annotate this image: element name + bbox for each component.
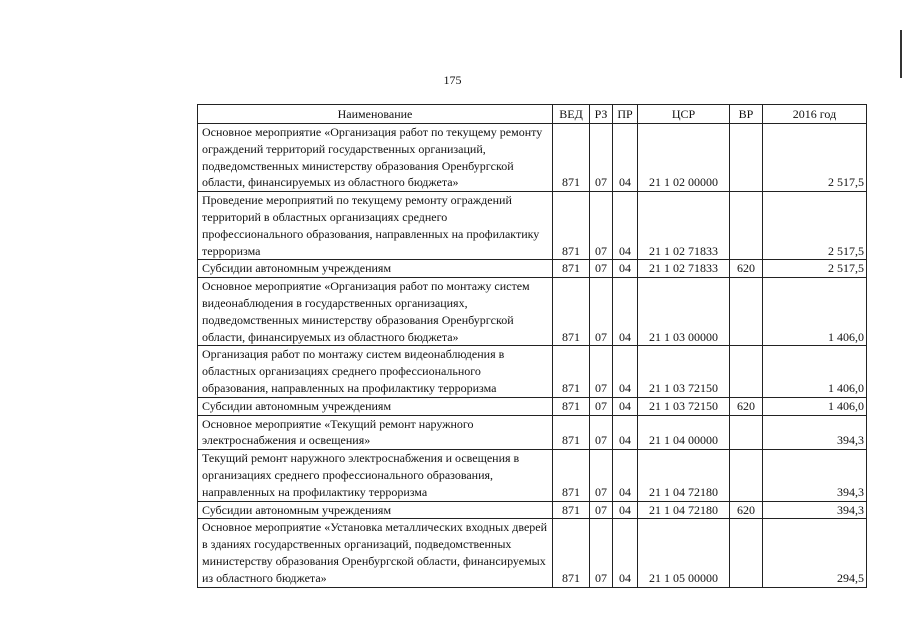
cell-ved: 871 bbox=[553, 397, 590, 415]
cell-rz: 07 bbox=[590, 260, 613, 278]
table-row bbox=[198, 415, 867, 450]
cell-sum: 394,3 bbox=[763, 501, 867, 519]
cell-name: Субсидии автономным учреждениям bbox=[198, 501, 553, 519]
cell-pr: 04 bbox=[613, 278, 638, 346]
cell-vr bbox=[730, 346, 763, 397]
cell-ved: 871 bbox=[553, 124, 590, 192]
table-header-row bbox=[198, 105, 867, 124]
cell-csr: 21 1 05 00000 bbox=[638, 519, 730, 587]
cell-vr bbox=[730, 278, 763, 346]
cell-pr: 04 bbox=[613, 192, 638, 260]
cell-pr: 04 bbox=[613, 346, 638, 397]
table-row bbox=[198, 501, 867, 519]
header-pr: ПР bbox=[613, 105, 638, 124]
cell-rz: 07 bbox=[590, 278, 613, 346]
cell-sum: 1 406,0 bbox=[763, 346, 867, 397]
cell-rz: 07 bbox=[590, 192, 613, 260]
cell-sum: 2 517,5 bbox=[763, 192, 867, 260]
cell-sum: 2 517,5 bbox=[763, 260, 867, 278]
table-row bbox=[198, 450, 867, 501]
cell-csr: 21 1 04 72180 bbox=[638, 450, 730, 501]
cell-vr bbox=[730, 415, 763, 450]
cell-vr bbox=[730, 192, 763, 260]
header-vr: ВР bbox=[730, 105, 763, 124]
cell-ved: 871 bbox=[553, 346, 590, 397]
cell-sum: 394,3 bbox=[763, 415, 867, 450]
cell-rz: 07 bbox=[590, 501, 613, 519]
cell-ved: 871 bbox=[553, 450, 590, 501]
cell-name: Субсидии автономным учреждениям bbox=[198, 260, 553, 278]
cell-vr bbox=[730, 450, 763, 501]
header-year: 2016 год bbox=[763, 105, 867, 124]
cell-sum: 394,3 bbox=[763, 450, 867, 501]
cell-pr: 04 bbox=[613, 450, 638, 501]
cell-csr: 21 1 03 00000 bbox=[638, 278, 730, 346]
cell-rz: 07 bbox=[590, 124, 613, 192]
cell-ved: 871 bbox=[553, 415, 590, 450]
cell-rz: 07 bbox=[590, 415, 613, 450]
cell-name: Основное мероприятие «Организация работ по текущему ремонту ограждений территорий государственных организаций, подведомственных министерству образования Оренбургской области, финансируемых из областного бюджета» bbox=[198, 124, 553, 192]
budget-table bbox=[197, 104, 867, 588]
cell-csr: 21 1 04 00000 bbox=[638, 415, 730, 450]
cell-ved: 871 bbox=[553, 192, 590, 260]
cell-ved: 871 bbox=[553, 278, 590, 346]
cell-vr bbox=[730, 124, 763, 192]
cell-name: Организация работ по монтажу систем видеонаблюдения в областных организациях среднего профессионального образования, направленных на профилактику терроризма bbox=[198, 346, 553, 397]
cell-vr: 620 bbox=[730, 260, 763, 278]
cell-sum: 294,5 bbox=[763, 519, 867, 587]
cell-pr: 04 bbox=[613, 519, 638, 587]
cell-pr: 04 bbox=[613, 124, 638, 192]
table-row bbox=[198, 260, 867, 278]
scan-edge-mark bbox=[900, 30, 902, 78]
cell-csr: 21 1 03 72150 bbox=[638, 397, 730, 415]
header-csr: ЦСР bbox=[638, 105, 730, 124]
table-row bbox=[198, 124, 867, 192]
cell-name: Субсидии автономным учреждениям bbox=[198, 397, 553, 415]
cell-name: Проведение мероприятий по текущему ремонту ограждений территорий в областных организациях среднего профессионального образования, направленных на профилактику терроризма bbox=[198, 192, 553, 260]
cell-rz: 07 bbox=[590, 397, 613, 415]
cell-vr: 620 bbox=[730, 501, 763, 519]
cell-rz: 07 bbox=[590, 346, 613, 397]
page-number: 175 bbox=[443, 73, 462, 87]
cell-csr: 21 1 03 72150 bbox=[638, 346, 730, 397]
cell-name: Основное мероприятие «Текущий ремонт наружного электроснабжения и освещения» bbox=[198, 415, 553, 450]
cell-ved: 871 bbox=[553, 260, 590, 278]
header-rz: РЗ bbox=[590, 105, 613, 124]
table-row bbox=[198, 519, 867, 587]
cell-vr bbox=[730, 519, 763, 587]
table-row bbox=[198, 192, 867, 260]
cell-sum: 2 517,5 bbox=[763, 124, 867, 192]
table-row bbox=[198, 346, 867, 397]
cell-pr: 04 bbox=[613, 415, 638, 450]
cell-pr: 04 bbox=[613, 397, 638, 415]
header-ved: ВЕД bbox=[553, 105, 590, 124]
table-row bbox=[198, 397, 867, 415]
cell-sum: 1 406,0 bbox=[763, 397, 867, 415]
cell-csr: 21 1 04 72180 bbox=[638, 501, 730, 519]
cell-pr: 04 bbox=[613, 260, 638, 278]
header-name: Наименование bbox=[198, 105, 553, 124]
cell-name: Основное мероприятие «Организация работ по монтажу систем видеонаблюдения в государственных организациях, подведомственных министерству образования Оренбургской области, финансируемых из областного бюджета» bbox=[198, 278, 553, 346]
cell-ved: 871 bbox=[553, 519, 590, 587]
cell-rz: 07 bbox=[590, 450, 613, 501]
cell-csr: 21 1 02 71833 bbox=[638, 192, 730, 260]
cell-vr: 620 bbox=[730, 397, 763, 415]
cell-sum: 1 406,0 bbox=[763, 278, 867, 346]
cell-name: Текущий ремонт наружного электроснабжения и освещения в организациях среднего профессионального образования, направленных на профилактику терроризма bbox=[198, 450, 553, 501]
cell-csr: 21 1 02 00000 bbox=[638, 124, 730, 192]
cell-rz: 07 bbox=[590, 519, 613, 587]
cell-pr: 04 bbox=[613, 501, 638, 519]
cell-csr: 21 1 02 71833 bbox=[638, 260, 730, 278]
cell-name: Основное мероприятие «Установка металлических входных дверей в зданиях государственных организаций, подведомственных министерству образования Оренбургской области, финансируемых из областного бюджета» bbox=[198, 519, 553, 587]
table-row bbox=[198, 278, 867, 346]
cell-ved: 871 bbox=[553, 501, 590, 519]
